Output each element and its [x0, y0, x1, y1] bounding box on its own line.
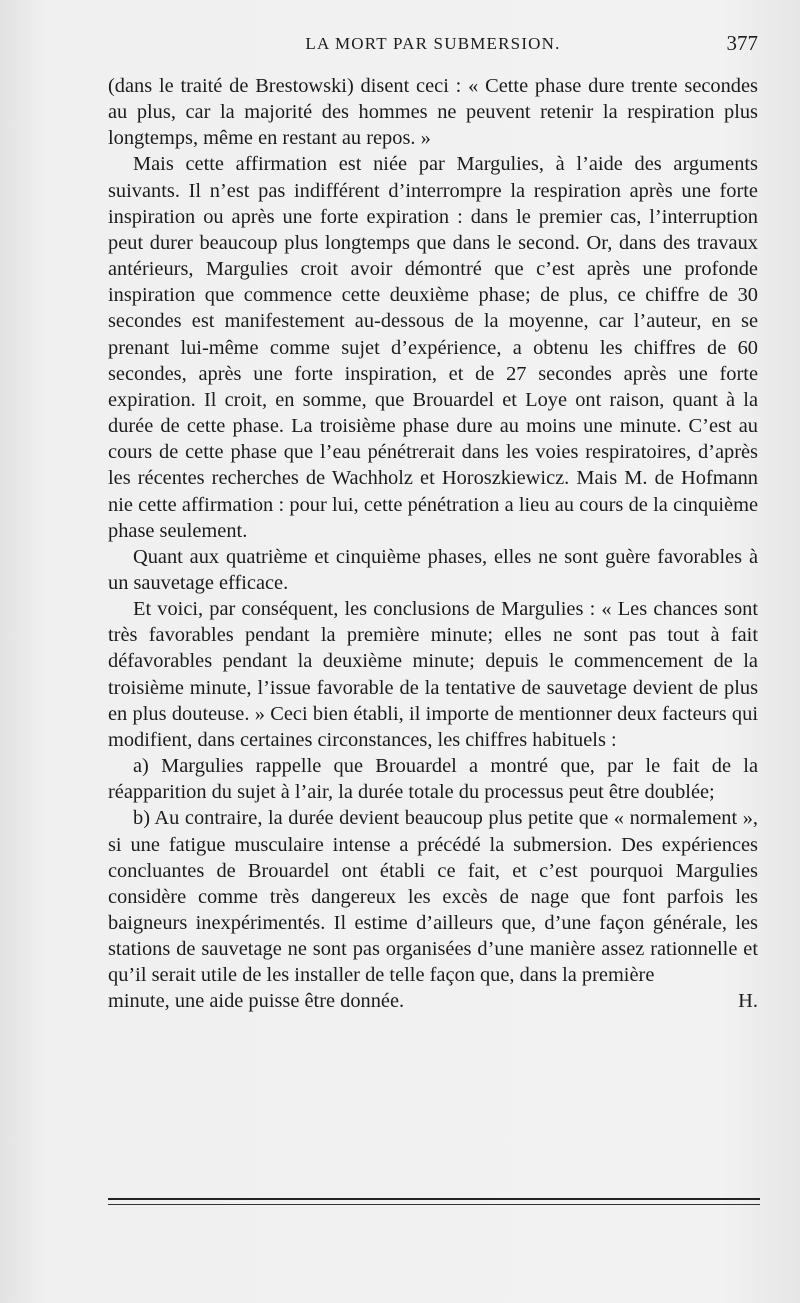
- paragraph-fourth-fifth-phases: Quant aux quatrième et cinquième phases, elles ne sont guère favorables à un sauvetage efficace.: [108, 545, 758, 594]
- paragraph-margulies-arguments: Mais cette affirmation est niée par Margulies, à l’aide des arguments suivants. Il n’est pas indifférent d’interrompre la respiration après une forte inspiration ou après une forte expiration : dans le premier cas, l’interruption peut durer beaucoup plus longtemps que dans le second. Or, dans des travaux antérieurs, Margulies croit avoir démontré que c’est après une profonde inspiration que commence cette deuxième phase; de plus, ce chiffre de 30 secondes est manifestement au-dessous de la moyenne, car l’auteur, en se prenant lui-même comme sujet d’expérience, a obtenu les chiffres de 60 secondes, après une forte inspiration, et de 27 secondes après une forte expiration. Il croit, en somme, que Brouardel et Loye ont raison, quant à la durée de cette phase. La troisième phase dure au moins une minute. C’est au cours de cette phase que l’eau pénétrerait dans les voies respiratoires, d’après les récentes recherches de Wachholz et Horoszkiewicz. Mais M. de Hofmann nie cette affirmation : pour lui, cette pénétration a lieu au cours de la cinquième phase seulement.: [108, 153, 758, 542]
- footer-rule-thin: [108, 1204, 760, 1205]
- running-title: LA MORT PAR SUBMERSION.: [305, 34, 561, 53]
- footer-rule-thick: [108, 1198, 760, 1200]
- paragraph-continuation: (dans le traité de Brestowski) disent ceci : « Cette phase dure trente secondes au plus, car la majorité des hommes ne peuvent retenir la respiration plus longtemps, même en restant au repos. »: [108, 75, 758, 150]
- closing-text: minute, une aide puisse être donnée.: [108, 990, 405, 1013]
- closing-line: [108, 988, 758, 1014]
- paragraph-conclusions: Et voici, par conséquent, les conclusions de Margulies : « Les chances sont très favorables pendant la première minute; elles ne sont pas tout à fait défavorables pendant la deuxième minute; depuis le commencement de la troisième minute, l’issue favorable de la tentative de sauvetage devient de plus en plus douteuse. » Ceci bien établi, il importe de mentionner deux facteurs qui modifient, dans certaines circonstances, les chiffres habituels :: [108, 598, 758, 751]
- page-header: [108, 31, 758, 64]
- page-number: 377: [726, 31, 758, 55]
- paragraph-factor-b: b) Au contraire, la durée devient beaucoup plus petite que « normalement », si une fatigue musculaire intense a précédé la submersion. Des expériences concluantes de Brouardel ont établi ce fait, et c’est pourquoi Margulies considère comme très dangereux les excès de nage que font parfois les baigneurs inexpérimentés. Il estime d’ailleurs que, d’une façon générale, les stations de sauvetage ne sont pas organisées d’une manière assez rationnelle et qu’il serait utile de les installer de telle façon que, dans la première: [108, 807, 758, 987]
- author-signature: H.: [738, 990, 758, 1013]
- paragraph-factor-a: a) Margulies rappelle que Brouardel a montré que, par le fait de la réapparition du sujet à l’air, la durée totale du processus peut être doublée;: [108, 755, 758, 804]
- body-text: [108, 73, 758, 1015]
